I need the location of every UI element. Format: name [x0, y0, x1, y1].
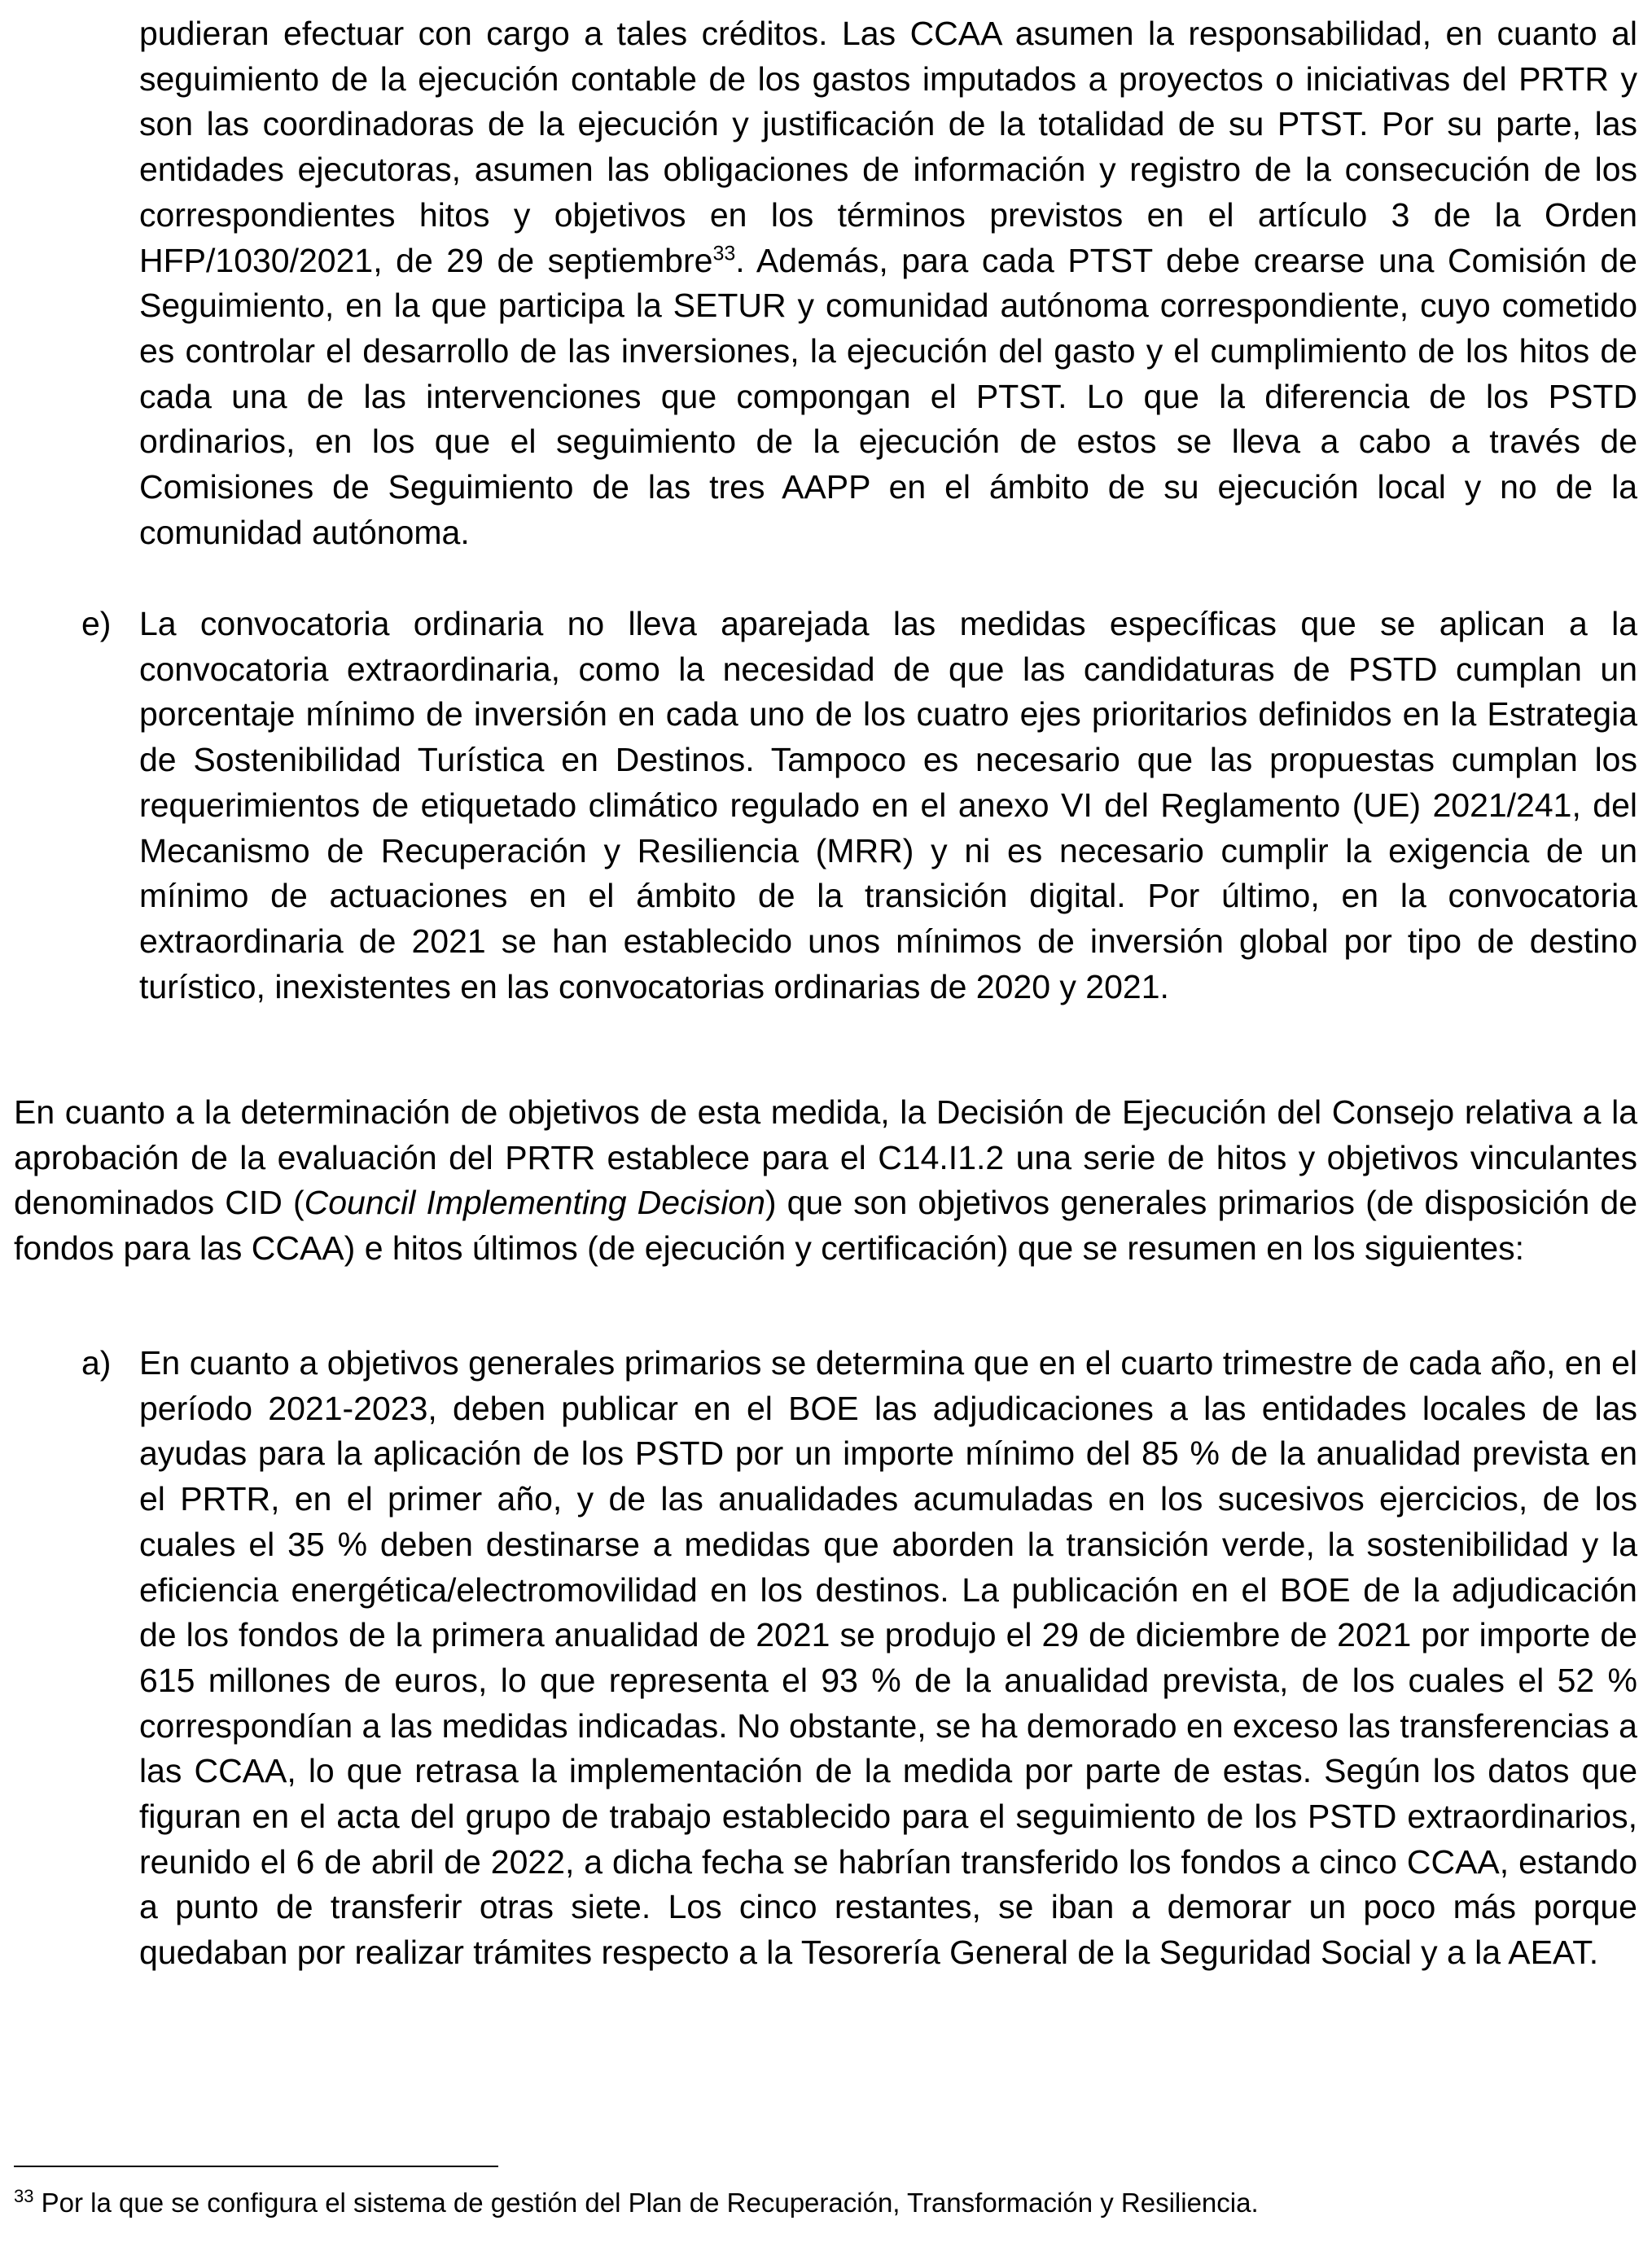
footnote-divider — [14, 2166, 498, 2167]
continuation-text: pudieran efectuar con cargo a tales créditos. Las CCAA asumen la responsabilidad, en cuanto al seguimiento de la ejecución contable de los gastos imputados a proyectos o iniciativas del PRTR y son las coordinadoras de la ejecución y justificación de la totalidad de su PTST. Por su parte, las entidades ejecutoras, asumen las obligaciones de información y registro de la consecución de los correspondientes hitos y objetivos en los términos previstos en el artículo 3 de la Orden HFP/1030/2021, de 29 de septiembre — [139, 15, 1637, 279]
list-item-text: En cuanto a objetivos generales primarios se determina que en el cuarto trimestre de cada año, en el período 2021-2023, deben publicar en el BOE las adjudicaciones a las entidades locales de las ayudas para la aplicación de los PSTD por un importe mínimo del 85 % de la anualidad prevista en el PRTR, en el primer año, y de las anualidades acumuladas en los sucesivos ejercicios, de los cuales el 35 % deben destinarse a medidas que aborden la transición verde, la sostenibilidad y la eficiencia energética/electromovilidad en los destinos. La publicación en el BOE de la adjudicación de los fondos de la primera anualidad de 2021 se produjo el 29 de diciembre de 2021 por importe de 615 millones de euros, lo que representa el 93 % de la anualidad prevista, de los cuales el 52 % correspondían a las medidas indicadas. No obstante, se ha demorado en exceso las transferencias a las CCAA, lo que retrasa la implementación de la medida por parte de estas. Según los datos que figuran en el acta del grupo de trabajo establecido para el seguimiento de los PSTD extraordinarios, reunido el 6 de abril de 2022, a dicha fecha se habrían transferido los fondos a cinco CCAA, estando a punto de transferir otras siete. Los cinco restantes, se iban a demorar un poco más porque quedaban por realizar trámites respecto a la Tesorería General de la Seguridad Social y a la AEAT. — [139, 1344, 1637, 1972]
objetivos-text-after: ) que son objetivos generales primarios (de disposición de fondos para las CCAA) e hitos últimos (de ejecución y certificación) que se resumen en los siguientes: — [14, 1184, 1637, 1268]
list-item-text: La convocatoria ordinaria no lleva aparejada las medidas específicas que se aplican a la convocatoria extraordinaria, como la necesidad de que las candidaturas de PSTD cumplan un porcentaje mínimo de inversión en cada uno de los cuatro ejes prioritarios definidos en la Estrategia de Sostenibilidad Turística en Destinos. Tampoco es necesario que las propuestas cumplan los requerimientos de etiquetado climático regulado en el anexo VI del Reglamento (UE) 2021/241, del Mecanismo de Recuperación y Resiliencia (MRR) y ni es necesario cumplir la exigencia de un mínimo de actuaciones en el ámbito de la transición digital. Por último, en la convocatoria extraordinaria de 2021 se han establecido unos mínimos de inversión global por tipo de destino turístico, inexistentes en las convocatorias ordinarias de 2020 y 2021. — [139, 605, 1637, 1005]
objetivos-text-before: En cuanto a la determinación de objetivos de esta medida, la Decisión de Ejecución del Consejo relativa a la aprobación de la evaluación del PRTR establece para el C14.I1.2 una serie de hitos y objetivos vinculantes denominados CID ( — [14, 1093, 1637, 1222]
footnote-text: Por la que se configura el sistema de gestión del Plan de Recuperación, Transformación y Resiliencia. — [33, 2188, 1259, 2218]
objetivos-paragraph — [14, 1090, 1637, 1272]
objetivos-text-italic: Council Implementing Decision — [304, 1184, 765, 1222]
footnote — [14, 2184, 1259, 2222]
list-marker: e) — [81, 605, 112, 642]
continuation-paragraph — [139, 11, 1637, 555]
footnote-number: 33 — [14, 2186, 34, 2206]
footnote-reference[interactable]: 33 — [712, 241, 736, 265]
list-marker: a) — [81, 1344, 112, 1382]
continuation-text-after: . Además, para cada PTST debe crearse una Comisión de Seguimiento, en la que participa la SETUR y comunidad autónoma correspondiente, cuyo cometido es controlar el desarrollo de las inversiones, la ejecución del gasto y el cumplimiento de los hitos de cada una de las intervenciones que compongan el PTST. Lo que la diferencia de los PSTD ordinarios, en los que el seguimiento de la ejecución de estos se lleva a cabo a través de Comisiones de Seguimiento de las tres AAPP en el ámbito de su ejecución local y no de la comunidad autónoma. — [139, 241, 1637, 551]
